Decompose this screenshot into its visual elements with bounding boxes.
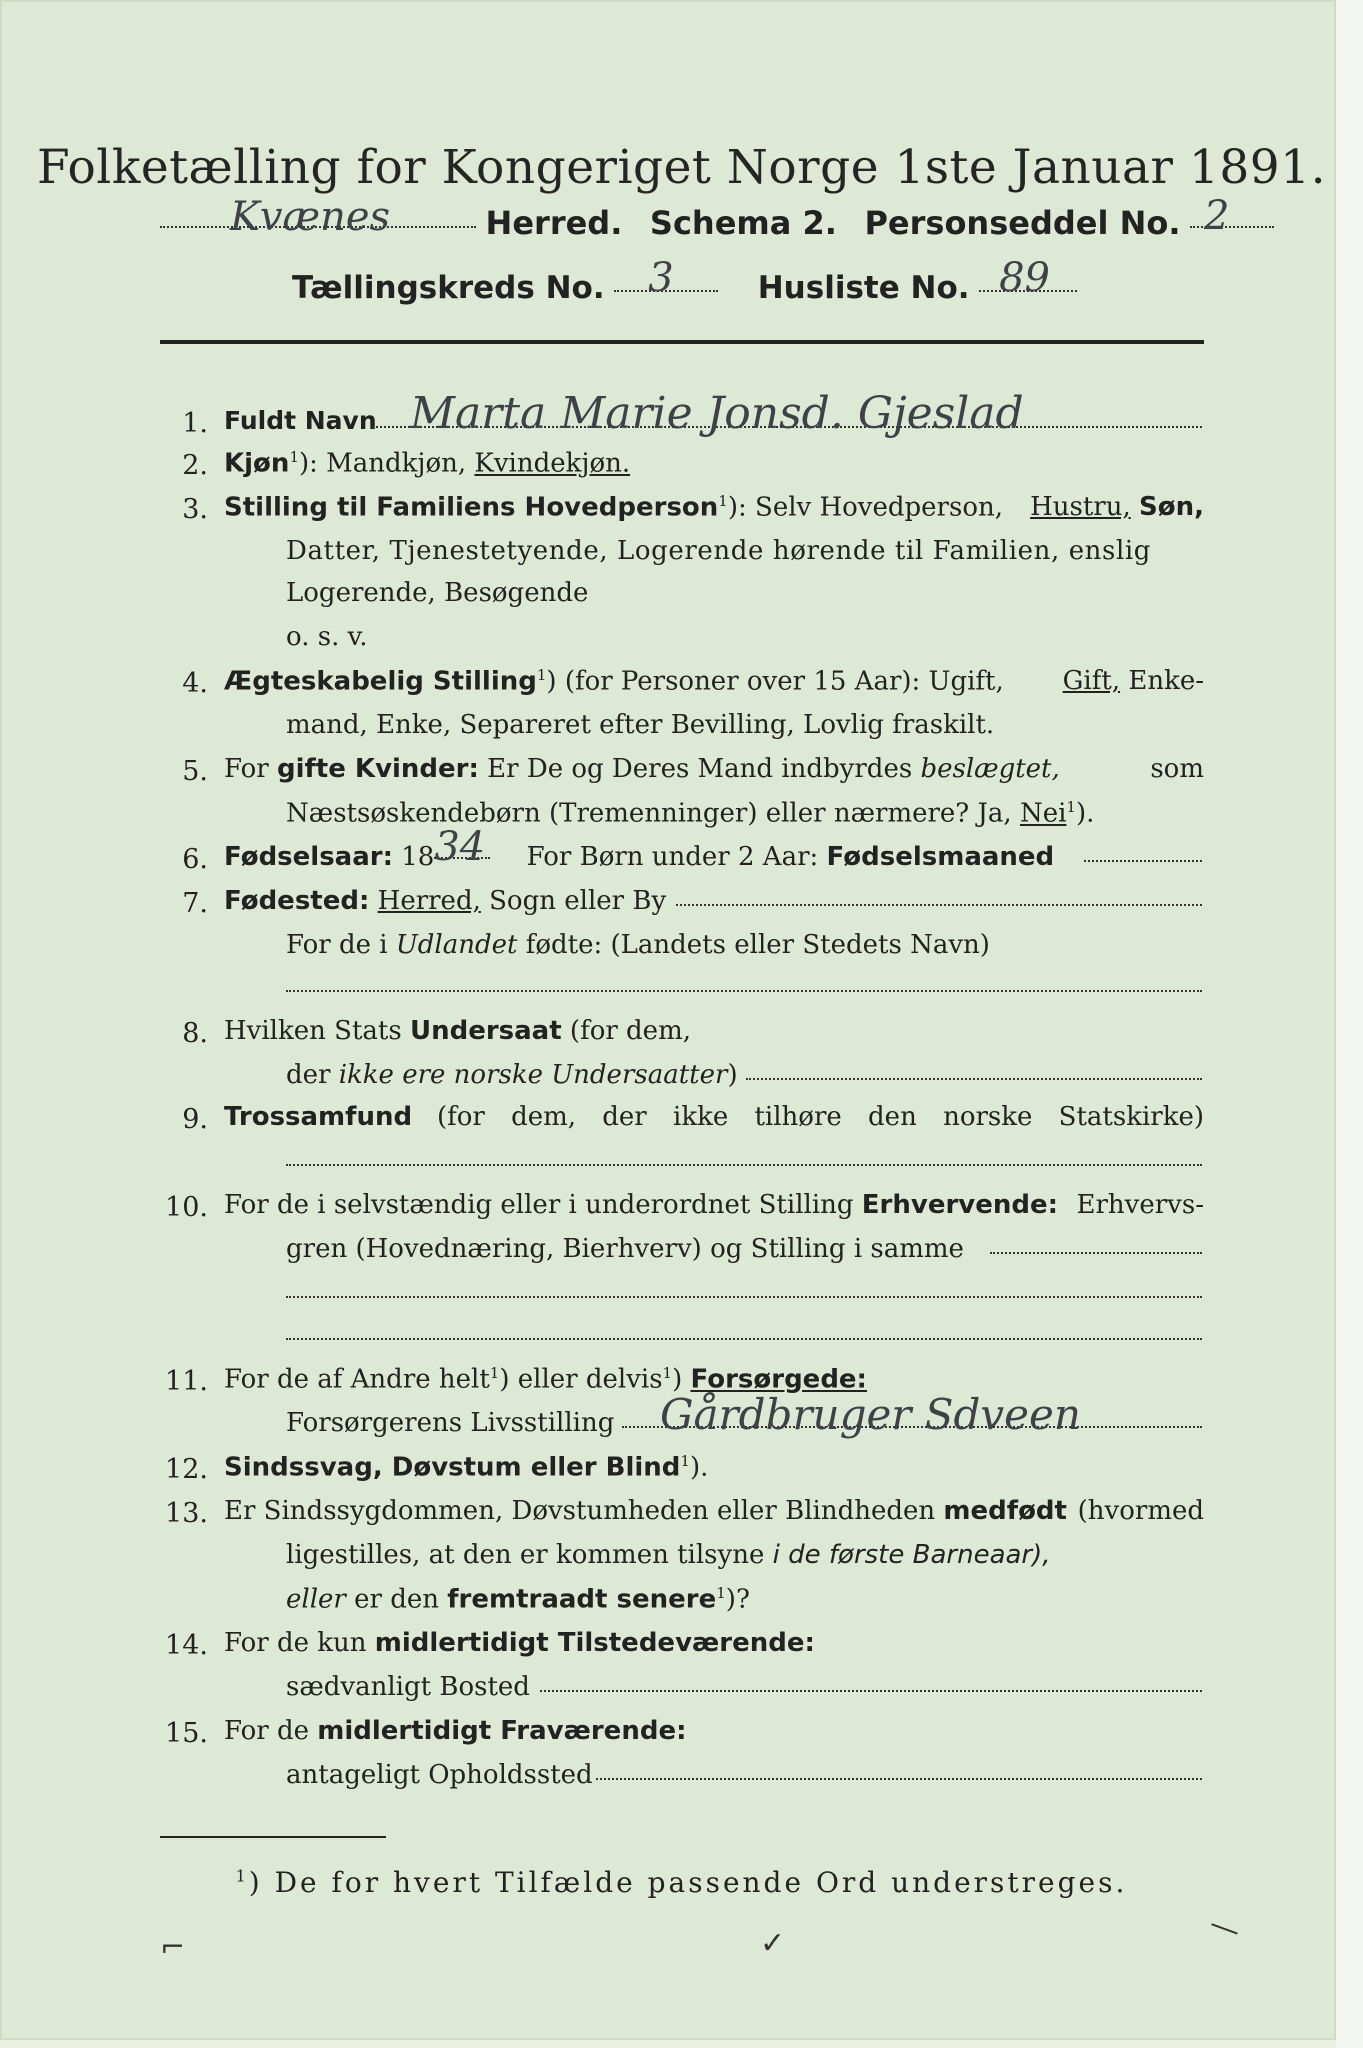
footnote-rule <box>160 1836 386 1838</box>
corner-mark-right: — <box>1204 1905 1246 1950</box>
q8-number: 8. <box>182 1018 208 1049</box>
q2-number: 2. <box>182 450 208 481</box>
schema-label: Schema 2. <box>649 204 837 242</box>
q11-number: 11. <box>165 1366 208 1397</box>
q14-line-2: sædvanligt Bosted <box>286 1672 530 1702</box>
q13-number: 13. <box>165 1498 208 1529</box>
q12-line: Sindssvag, Døvstum eller Blind$^1$). <box>224 1452 709 1483</box>
tick-mark: ✓ <box>760 1926 786 1961</box>
q14-number: 14. <box>165 1630 208 1661</box>
form-title: Folketælling for Kongeriget Norge 1ste Januar 1891. <box>36 140 1327 195</box>
q3-number: 3. <box>182 494 208 525</box>
q1-number: 1. <box>182 408 208 439</box>
q5-number: 5. <box>182 756 208 787</box>
q9-line: Trossamfund (for dem, der ikke tilhøre den norske Statskirke) <box>224 1102 1204 1132</box>
kreds-value: 3 <box>648 255 674 301</box>
q10-line-1: For de i selvstændig eller i underordnet Stilling Erhvervende: Erhvervs- <box>224 1190 1204 1220</box>
q15-line-1: For de midlertidigt Fraværende: <box>224 1716 687 1746</box>
q2-underlined: Kvindekjøn. <box>474 448 631 479</box>
husliste-label: Husliste No. <box>757 270 970 306</box>
q9-number: 9. <box>182 1104 208 1135</box>
page-edge <box>1336 0 1363 2048</box>
herred-line <box>160 193 1274 242</box>
q13-line-1: Er Sindssygdommen, Døvstumheden eller Blindheden medfødt (hvormed <box>224 1496 1204 1526</box>
q6-number: 6. <box>182 844 208 875</box>
q6-line: Fødselsaar: 18 34 For Børn under 2 Aar: Fødselsmaaned <box>224 824 1055 872</box>
q15-line-2: antageligt Opholdssted <box>286 1760 593 1790</box>
q4-line-1: Ægteskabelig Stilling$^1$) (for Personer over 15 Aar): Ugift, Gift, Enke- <box>224 666 1204 697</box>
q4-line-2: mand, Enke, Separeret efter Bevilling, Lovlig fraskilt. <box>286 710 995 740</box>
footnote: $^1$) De for hvert Tilfælde passende Ord understreges. <box>235 1866 1128 1899</box>
q11-value: Gårdbruger Sdveen <box>660 1390 1081 1439</box>
q15-number: 15. <box>165 1718 208 1749</box>
q11-line-2: Forsørgerens Livsstilling <box>286 1408 615 1438</box>
q10-line-2: gren (Hovednæring, Bierhverv) og Stilling i samme <box>286 1234 964 1264</box>
q6-value: 34 <box>434 824 486 870</box>
q3-line-3: Logerende, Besøgende <box>286 578 589 608</box>
herred-label: Herred. <box>485 204 623 242</box>
personseddel-label: Personseddel No. <box>864 204 1181 242</box>
q14-line-1: For de kun midlertidigt Tilstedeværende: <box>224 1628 815 1658</box>
kreds-line <box>292 255 1077 306</box>
q7-line-2: For de i Udlandet fødte: (Landets eller Stedets Navn) <box>286 930 990 960</box>
q4-number: 4. <box>182 668 208 699</box>
q7-line-1: Fødested: Herred, Sogn eller By <box>224 886 667 916</box>
personseddel-value: 2 <box>1204 193 1230 239</box>
q5-line-1: For gifte Kvinder: Er De og Deres Mand indbyrdes beslægtet, som <box>224 754 1204 784</box>
header-rule <box>160 340 1204 344</box>
q5-line-2: Næstsøskendebørn (Tremenninger) eller nærmere? Ja, Nei$^1$). <box>286 798 1095 829</box>
q3-line-2: Datter, Tjenestetyende, Logerende hørende til Familien, enslig <box>286 536 1152 566</box>
q13-line-3: eller er den fremtraadt senere$^1$)? <box>286 1584 750 1615</box>
q3-line-1: Stilling til Familiens Hovedperson$^1$): Selv Hovedperson, Hustru, Søn, <box>224 492 1204 523</box>
kreds-label: Tællingskreds No. <box>292 270 605 306</box>
q2-label: Kjøn <box>224 448 290 479</box>
corner-mark-left: ⌐ <box>160 1930 186 1965</box>
q2-line: Kjøn$^1$): Mandkjøn, Kvindekjøn. <box>224 448 631 479</box>
q7-number: 7. <box>182 888 208 919</box>
q1-value: Marta Marie Jonsd. Gjeslad <box>410 388 1024 439</box>
herred-value: Kvænes <box>230 194 391 240</box>
q8-line-2: der ikke ere norske Undersaatter) <box>286 1060 738 1090</box>
q1-label: Fuldt Navn <box>224 406 377 435</box>
husliste-value: 89 <box>999 255 1051 301</box>
q11-line-1: For de af Andre helt$^1$) eller delvis$^1$) Forsørgede: <box>224 1364 867 1395</box>
q10-number: 10. <box>165 1192 208 1223</box>
q3-line-4: o. s. v. <box>286 622 368 652</box>
q12-number: 12. <box>165 1454 208 1485</box>
q8-line-1: Hvilken Stats Undersaat (for dem, <box>224 1016 691 1046</box>
q13-line-2: ligestilles, at den er kommen tilsyne i de første Barneaar), <box>286 1540 1051 1570</box>
